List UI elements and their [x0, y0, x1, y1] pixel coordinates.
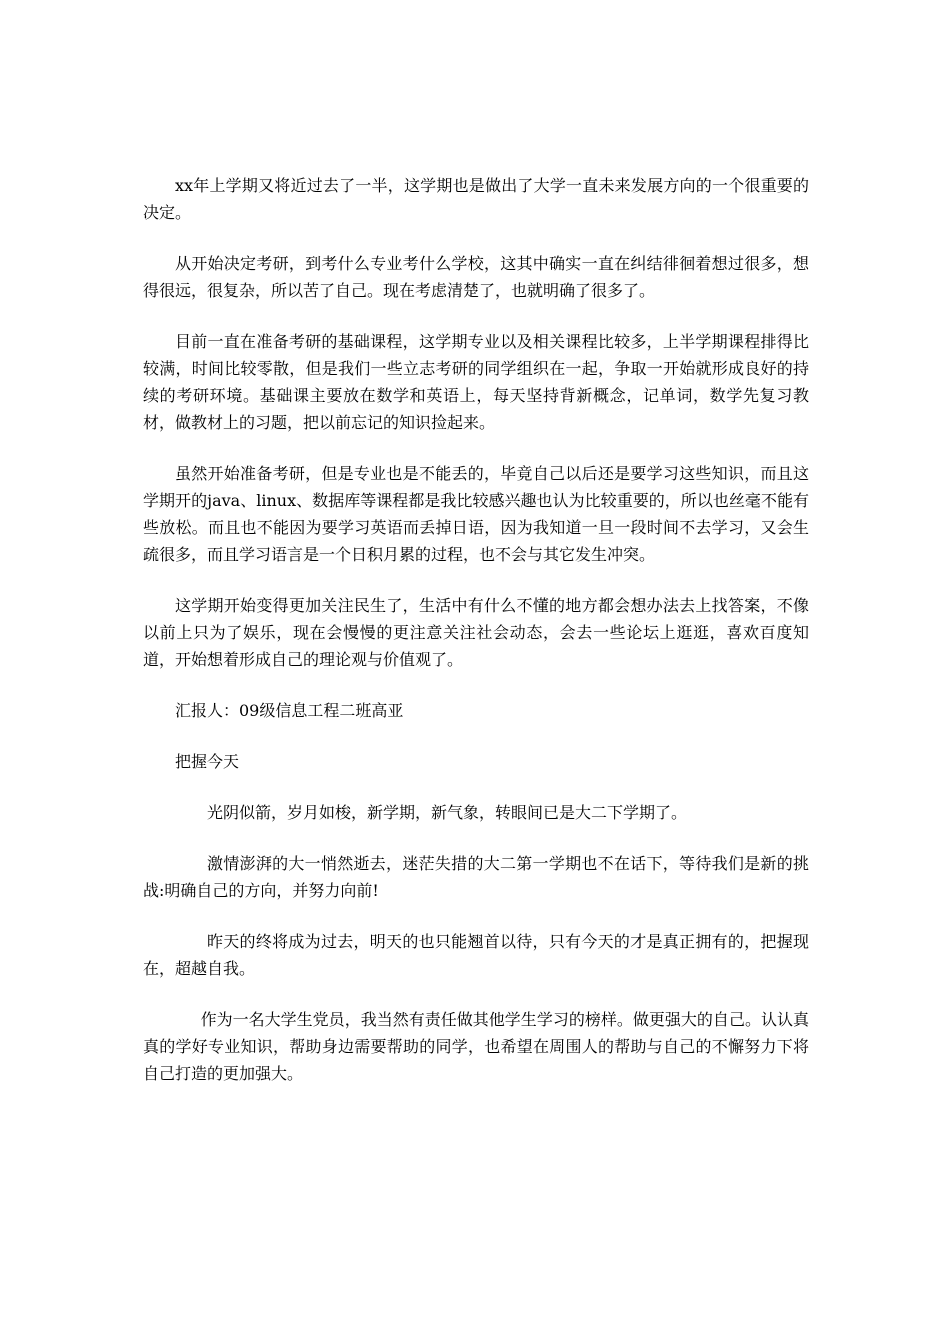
- paragraph-7: 激情澎湃的大一悄然逝去，迷茫失措的大二第一学期也不在话下，等待我们是新的挑战:明确自己的方向，并努力向前!: [143, 854, 809, 900]
- paragraph-6: 光阴似箭，岁月如梭，新学期，新气象，转眼间已是大二下学期了。: [207, 803, 688, 822]
- paragraph-8: 昨天的终将成为过去，明天的也只能翘首以待，只有今天的才是真正拥有的，把握现在，超越自我。: [143, 932, 809, 978]
- paragraph-1: xx年上学期又将近过去了一半，这学期也是做出了大学一直未来发展方向的一个很重要的决定。: [143, 176, 809, 222]
- paragraph-5: 这学期开始变得更加关注民生了，生活中有什么不懂的地方都会想办法去上找答案，不像以前上只为了娱乐，现在会慢慢的更注意关注社会动态，会去一些论坛上逛逛，喜欢百度知道，开始想着形成自己的理论观与价值观了。: [143, 596, 809, 669]
- section-title: 把握今天: [175, 752, 240, 771]
- reporter-line: 汇报人：09级信息工程二班高亚: [175, 701, 404, 720]
- paragraph-2: 从开始决定考研，到考什么专业考什么学校，这其中确实一直在纠结徘徊着想过很多，想得很远，很复杂，所以苦了自己。现在考虑清楚了，也就明确了很多了。: [143, 254, 809, 300]
- paragraph-3: 目前一直在准备考研的基础课程，这学期专业以及相关课程比较多，上半学期课程排得比较满，时间比较零散，但是我们一些立志考研的同学组织在一起，争取一开始就形成良好的持续的考研环境。基础课主要放在数学和英语上，每天坚持背新概念，记单词，数学先复习教材，做教材上的习题，把以前忘记的知识捡起来。: [143, 332, 809, 432]
- paragraph-4: 虽然开始准备考研，但是专业也是不能丢的，毕竟自己以后还是要学习这些知识，而且这学期开的java、linux、数据库等课程都是我比较感兴趣也认为比较重要的，所以也丝毫不能有些放松。而且也不能因为要学习英语而丢掉日语，因为我知道一旦一段时间不去学习，又会生疏很多，而且学习语言是一个日积月累的过程，也不会与其它发生冲突。: [143, 464, 809, 564]
- paragraph-9: 作为一名大学生党员，我当然有责任做其他学生学习的榜样。做更强大的自己。认认真真的学好专业知识，帮助身边需要帮助的同学，也希望在周围人的帮助与自己的不懈努力下将自己打造的更加强大。: [143, 1010, 809, 1083]
- document-body: [143, 172, 809, 1087]
